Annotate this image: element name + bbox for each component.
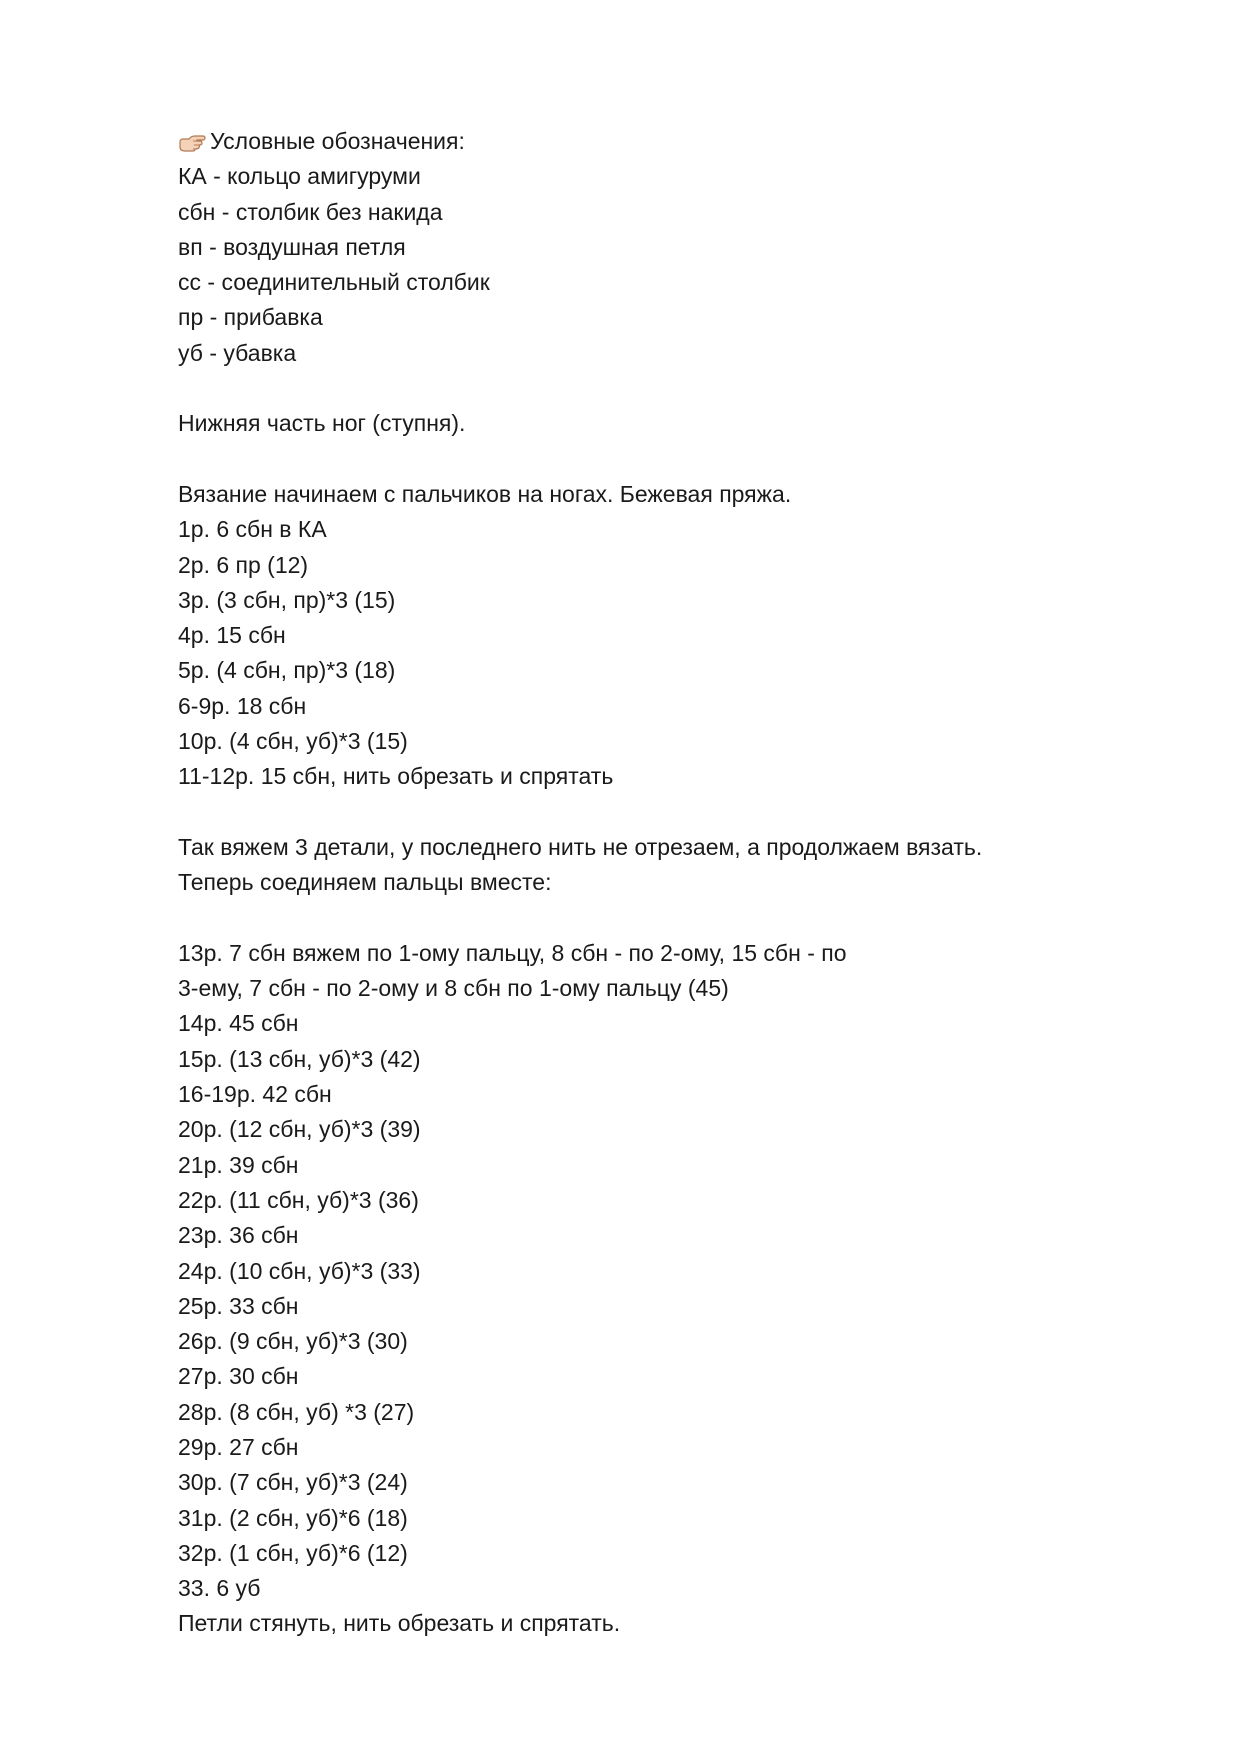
pattern-row: 5р. (4 сбн, пр)*3 (18) bbox=[178, 657, 396, 684]
pattern-row: 31р. (2 сбн, уб)*6 (18) bbox=[178, 1504, 408, 1531]
pattern-row: 20р. (12 сбн, уб)*3 (39) bbox=[178, 1116, 421, 1143]
pattern-row: 25р. 33 сбн bbox=[178, 1292, 299, 1319]
ending-line: Петли стянуть, нить обрезать и спрятать. bbox=[178, 1610, 621, 1637]
pattern-row: 28р. (8 сбн, уб) *3 (27) bbox=[178, 1398, 415, 1425]
legend-item: уб - убавка bbox=[178, 339, 297, 366]
pattern-row: 23р. 36 сбн bbox=[178, 1222, 299, 1249]
pattern-row: 33. 6 уб bbox=[178, 1575, 261, 1602]
pattern-row: 27р. 30 сбн bbox=[178, 1363, 299, 1390]
pattern-row: 14р. 45 сбн bbox=[178, 1010, 299, 1037]
legend-heading bbox=[178, 124, 1178, 159]
pattern-row: 6-9р. 18 сбн bbox=[178, 692, 307, 719]
pattern-row: 30р. (7 сбн, уб)*3 (24) bbox=[178, 1469, 408, 1496]
joining-line: Так вяжем 3 детали, у последнего нить не отрезаем, а продолжаем вязать. bbox=[178, 833, 983, 860]
legend-title: Условные обозначения: bbox=[210, 128, 465, 154]
spacer bbox=[178, 442, 1178, 477]
legend-item: сбн - столбик без накида bbox=[178, 198, 443, 225]
pattern-row: 3р. (3 сбн, пр)*3 (15) bbox=[178, 586, 396, 613]
pattern-row: 4р. 15 сбн bbox=[178, 622, 286, 649]
pointing-hand-icon bbox=[178, 128, 206, 148]
pattern-row: 10р. (4 сбн, уб)*3 (15) bbox=[178, 728, 408, 755]
pattern-row: 13р. 7 сбн вяжем по 1-ому пальцу, 8 сбн - по 2-ому, 15 сбн - по bbox=[178, 939, 847, 966]
legend-item: КА - кольцо амигуруми bbox=[178, 163, 421, 190]
legend-item: пр - прибавка bbox=[178, 304, 323, 331]
pattern-row: 16-19р. 42 сбн bbox=[178, 1081, 332, 1108]
spacer bbox=[178, 371, 1178, 406]
pattern-row: 21р. 39 сбн bbox=[178, 1151, 299, 1178]
pattern-row: 15р. (13 сбн, уб)*3 (42) bbox=[178, 1045, 421, 1072]
pattern-row: 3-ему, 7 сбн - по 2-ому и 8 сбн по 1-ому пальцу (45) bbox=[178, 975, 729, 1002]
pattern-row: 1р. 6 сбн в КА bbox=[178, 516, 327, 543]
legend-item: сс - соединительный столбик bbox=[178, 269, 490, 296]
pattern-row: 29р. 27 сбн bbox=[178, 1433, 299, 1460]
pattern-text bbox=[178, 124, 1178, 1642]
pattern-row: 26р. (9 сбн, уб)*3 (30) bbox=[178, 1328, 408, 1355]
pattern-row: 22р. (11 сбн, уб)*3 (36) bbox=[178, 1186, 419, 1213]
section-title: Нижняя часть ног (ступня). bbox=[178, 410, 466, 437]
pattern-row: 11-12р. 15 сбн, нить обрезать и спрятать bbox=[178, 763, 614, 790]
pattern-row: 24р. (10 сбн, уб)*3 (33) bbox=[178, 1257, 421, 1284]
toes-intro: Вязание начинаем с пальчиков на ногах. Бежевая пряжа. bbox=[178, 480, 792, 507]
spacer bbox=[178, 795, 1178, 830]
joining-line: Теперь соединяем пальцы вместе: bbox=[178, 869, 552, 896]
pattern-row: 32р. (1 сбн, уб)*6 (12) bbox=[178, 1539, 408, 1566]
spacer bbox=[178, 901, 1178, 936]
pattern-row: 2р. 6 пр (12) bbox=[178, 551, 309, 578]
legend-item: вп - воздушная петля bbox=[178, 233, 406, 260]
